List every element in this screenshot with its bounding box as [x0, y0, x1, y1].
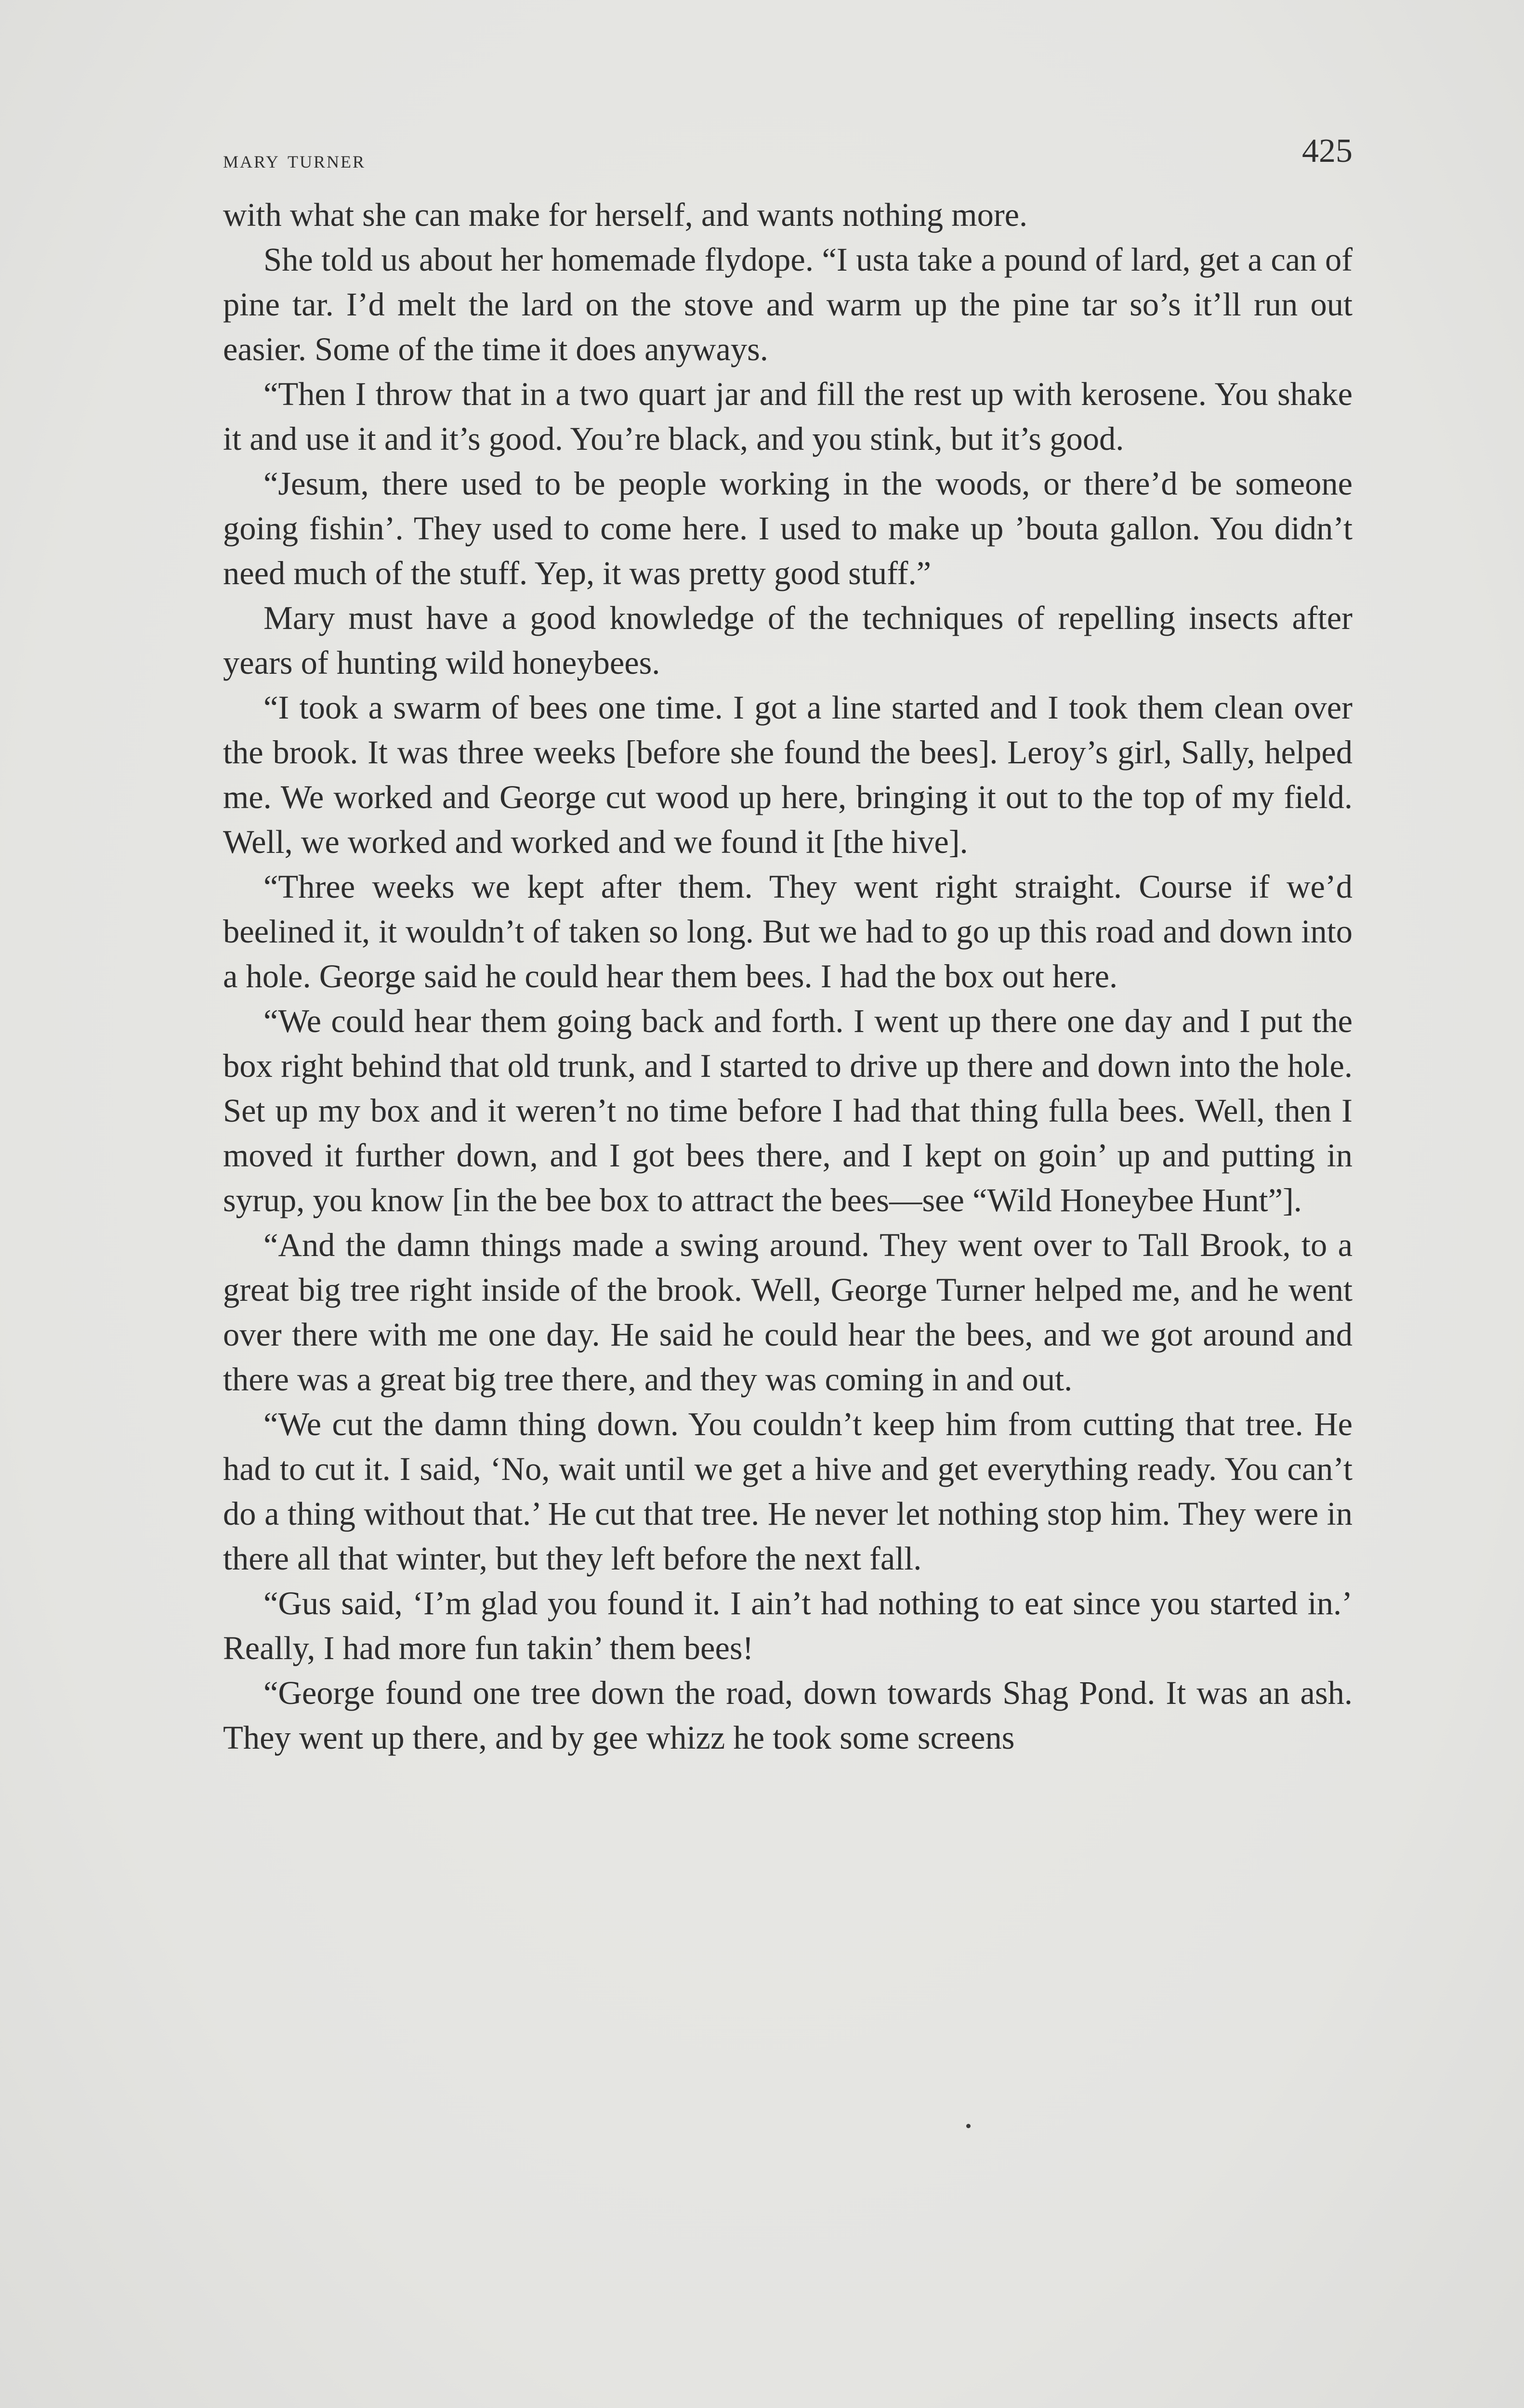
paragraph: “Then I throw that in a two quart jar and fill the rest up with kerosene. You shake it and use it and it’s good. You’re black, and you stink, but it’s good. [223, 376, 1353, 457]
body-text [223, 193, 1353, 1760]
ink-speck [966, 2124, 971, 2128]
paragraph: She told us about her homemade flydope. “I usta take a pound of lard, get a can of pine tar. I’d melt the lard on the stove and warm up the pine tar so’s it’ll run out easier. Some of the time it does anyways. [223, 241, 1353, 367]
paragraph: “And the damn things made a swing around. They went over to Tall Brook, to a great big tree right inside of the brook. Well, George Turner helped me, and he went over there with me one day. He said he could hear the bees, and we got around and there was a great big tree there, and they was coming in and out. [223, 1227, 1353, 1398]
page-header [223, 126, 1353, 184]
paragraph: “Gus said, ‘I’m glad you found it. I ain’t had nothing to eat since you started in.’ Really, I had more fun takin’ them bees! [223, 1585, 1353, 1666]
paragraph: “We cut the damn thing down. You couldn’t keep him from cutting that tree. He had to cut it. I said, ‘No, wait until we get a hive and get everything ready. You can’t do a thing without that.’ He cut that tree. He never let nothing stop him. They were in there all that winter, but they left before the next fall. [223, 1406, 1353, 1577]
page-number: 425 [1302, 132, 1353, 170]
paragraph: “Jesum, there used to be people working in the woods, or there’d be someone going fishin’. They used to come here. I used to make up ’bouta gallon. You didn’t need much of the stuff. Yep, it was pretty good stuff.” [223, 465, 1353, 591]
paragraph: Mary must have a good knowledge of the techniques of repelling insects after years of hunting wild honeybees. [223, 600, 1353, 681]
running-head: mary turner [223, 146, 366, 173]
paragraph: “I took a swarm of bees one time. I got a line started and I took them clean over the brook. It was three weeks [before she found the bees]. Leroy’s girl, Sally, helped me. We worked and George cut wood up here, bringing it out to the top of my field. Well, we worked and worked and we found it [the hive]. [223, 689, 1353, 860]
paragraph: “Three weeks we kept after them. They went right straight. Course if we’d beelined it, it wouldn’t of taken so long. But we had to go up this road and down into a hole. George said he could hear them bees. I had the box out here. [223, 868, 1353, 995]
paragraph: “We could hear them going back and forth. I went up there one day and I put the box right behind that old trunk, and I started to drive up there and down into the hole. Set up my box and it weren’t no time before I had that thing fulla bees. Well, then I moved it further down, and I got bees there, and I kept on goin’ up and putting in syrup, you know [in the bee box to attract the bees—see “Wild Honeybee Hunt”]. [223, 1003, 1353, 1218]
paragraph: “George found one tree down the road, down towards Shag Pond. It was an ash. They went up there, and by gee whizz he took some screens [223, 1675, 1353, 1756]
paragraph: with what she can make for herself, and wants nothing more. [223, 196, 1028, 233]
